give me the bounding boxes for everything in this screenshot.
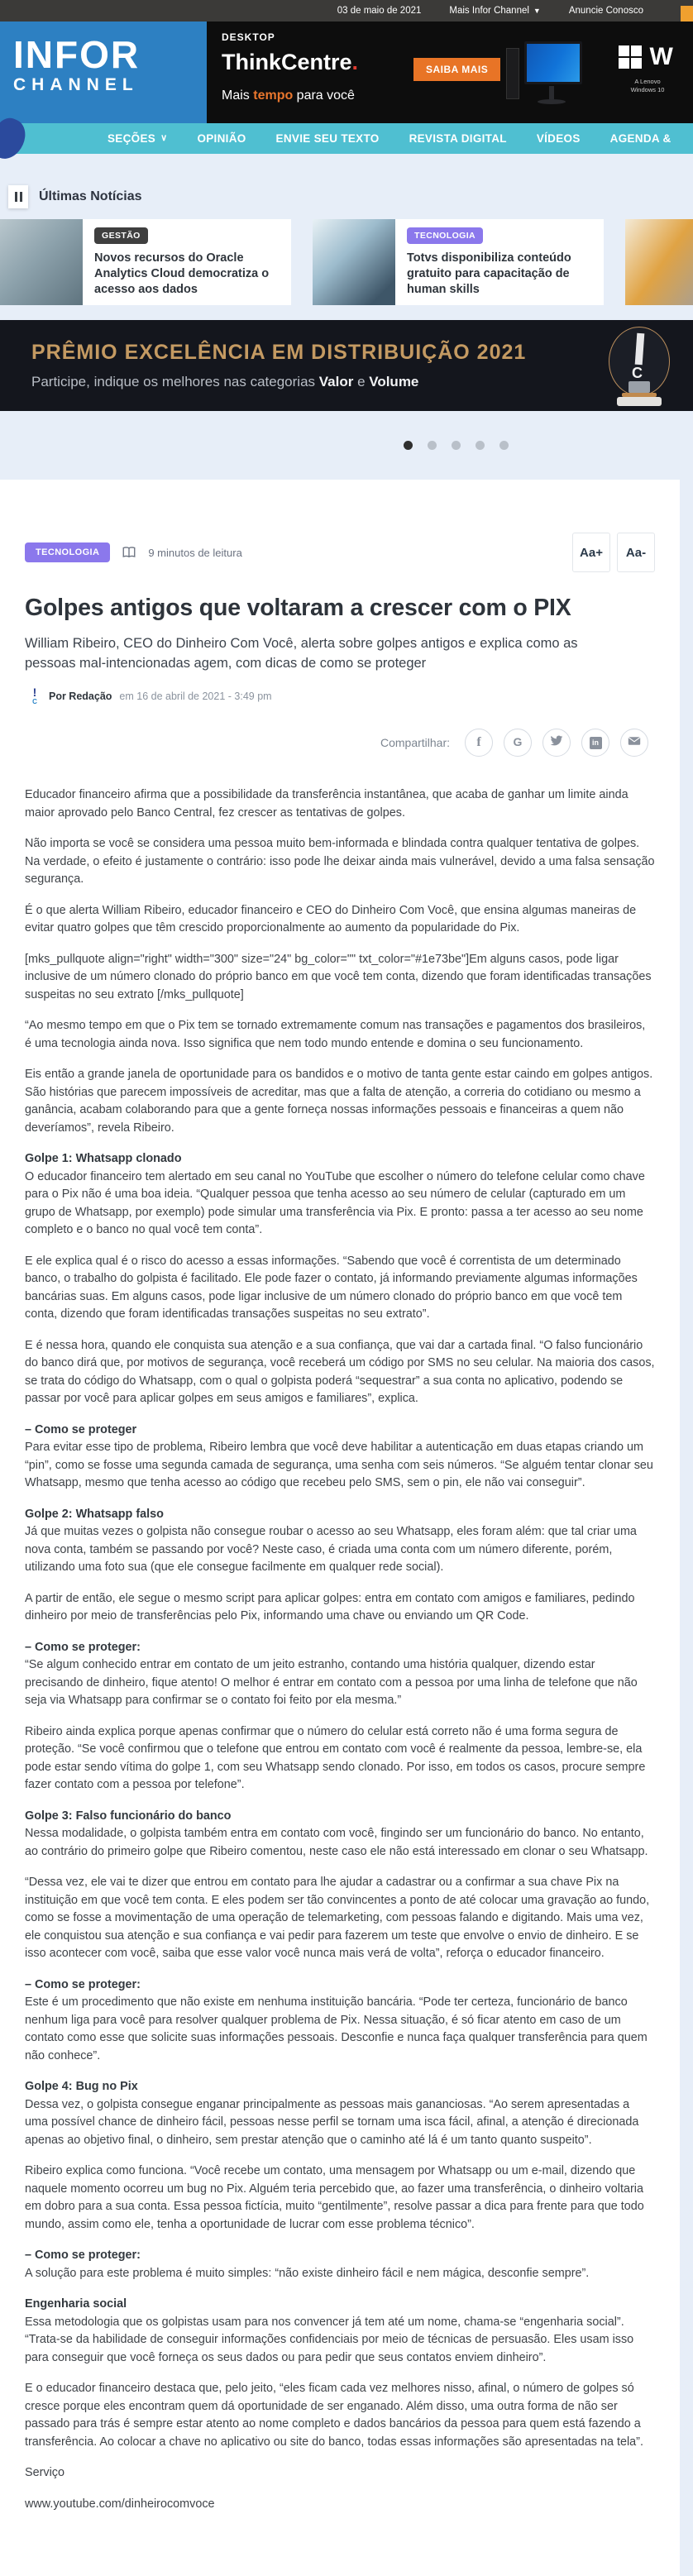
saiba-mais-button[interactable]: SAIBA MAIS bbox=[413, 58, 500, 81]
trophy-image: C bbox=[604, 325, 676, 408]
nav-item-agenda[interactable] bbox=[610, 132, 671, 145]
facebook-share-button[interactable] bbox=[465, 729, 493, 757]
logo-text-line1: INFOR bbox=[13, 33, 141, 76]
paragraph-text: A partir de então, ele segue o mesmo script para aplicar golpes: entra em contato com amigos e familiares, pedindo dinheiro por meio de transferências pelo Pix, informando uma chave ou enviando um QR Code. bbox=[25, 1591, 635, 1623]
paragraph-text: Já que muitas vezes o golpista não consegue roubar o acesso ao seu Whatsapp, eles foram além: que tal criar uma nova conta, também se passando por você? Neste caso, é criada uma conta com um número diferente, porém, utilizando uma foto sua (que ele consegue facilmente em qualquer rede social). bbox=[25, 1525, 637, 1574]
article-paragraph bbox=[25, 951, 655, 1005]
paragraph-heading: Engenharia social bbox=[25, 2297, 127, 2311]
nav-item-revista-digital[interactable] bbox=[409, 132, 507, 145]
article-paragraph-with-heading bbox=[25, 1150, 655, 1240]
article-paragraph bbox=[25, 1590, 655, 1626]
desktop-pc-image bbox=[506, 36, 585, 112]
nav-item-label: AGENDA & bbox=[609, 132, 671, 145]
article-paragraph bbox=[25, 786, 655, 822]
topbar-advertise-link[interactable]: Anuncie Conosco bbox=[568, 6, 643, 16]
nav-item-label: REVISTA DIGITAL bbox=[409, 132, 507, 145]
paragraph-text: Nessa modalidade, o golpista também entra em contato com você, fingindo ser um funcionário do banco. No entanto, ao contrário do primeiro golpe que Ribeiro comentou, neste caso ele não está interessado em clonar o seu Whatsapp. bbox=[25, 1827, 648, 1858]
paragraph-heading: – Como se proteger: bbox=[25, 1977, 141, 1991]
email-icon bbox=[628, 735, 641, 750]
news-card-title[interactable]: Novos recursos do Oracle Analytics Cloud democratiza o acesso aos dados bbox=[94, 251, 270, 296]
paragraph-text: E é nessa hora, quando ele conquista sua atenção e a sua confiança, que vai dar a cartada final. “O falso funcionário do banco dirá que, por motivos de segurança, você receberá um código por SMS no seu celular. Na maioria dos casos, se trata do código do Whatsapp, com o qual o golpista poderá “sequestrar” a sua conta no aplicativo, podendo se passar por você para aplicar golpes em seus amigos e familiares”, explica. bbox=[25, 1338, 655, 1405]
paragraph-text: O educador financeiro tem alertado em seu canal no YouTube que escolher o número do telefone celular como chave para o Pix não é uma boa ideia. “Qualquer pessoa que tenha acesso ao seu número de celular (capturado em um grupo de Whatsapp, por exemplo) pode simular uma transferência via Pix. E pronto: passa a ter acesso ao seu nome completo e o banco no qual você tem conta”. bbox=[25, 1169, 645, 1236]
article-container bbox=[0, 480, 680, 2576]
paragraph-text: Serviço bbox=[25, 2466, 65, 2479]
email-share-button[interactable] bbox=[620, 729, 648, 757]
carousel-dots bbox=[0, 441, 693, 450]
paragraph-text: “Dessa vez, ele vai te dizer que entrou em contato para lhe ajudar a cadastrar ou a confirmar a sua chave Pix na instituição em que você tem conta. E eles podem ser tão convincentes a ponto de até colocar uma gravação ao fundo, como se fosse a movimentação de uma operação de telemarketing, com pessoas falando e digitando. Mais uma vez, ele conquistou sua atenção e sua confiança e vai pedir para fazerem um teste que envolve o envio de dinheiro. E se isso acontecer com você, saiba que esse valor você nunca mais verá de volta”, reforça o educador financeiro. bbox=[25, 1876, 650, 1960]
paragraph-text: [mks_pullquote align="right" width="300" size="24" bg_color="" txt_color="#1e73be"]Em alguns casos, pode ligar inclusive de um número clonado do próprio banco em que você tem conta, dizendo que foram identificadas transações suspeitas no seu extrato [/mks_pullquote] bbox=[25, 952, 652, 1001]
read-time: 9 minutos de leitura bbox=[148, 546, 242, 559]
carousel-dot-2[interactable] bbox=[428, 441, 437, 450]
nav-item-envie-seu-texto[interactable] bbox=[276, 132, 380, 145]
article-paragraph bbox=[25, 2464, 655, 2483]
windows-letter: W bbox=[649, 43, 673, 70]
meeting-thumbnail-image bbox=[313, 219, 395, 305]
site-header bbox=[0, 22, 693, 123]
article-title: Golpes antigos que voltaram a crescer com o PIX bbox=[25, 595, 571, 621]
windows-flag-icon bbox=[619, 45, 642, 69]
paragraph-text: Eis então a grande janela de oportunidade para os bandidos e o motivo de tanta gente estar caindo em golpes antigos. São histórias que parecem impossíveis de acreditar, mas que a falta de atenção, a correria do cotidiano ou mesmo a ganância, acabam colaborando para que a gente forneça nossas informações pessoais e financeiras a quem não deveríamos”, revela Ribeiro. bbox=[25, 1068, 653, 1135]
author-name[interactable]: Por Redação bbox=[49, 690, 112, 702]
news-cards-row bbox=[0, 219, 693, 305]
article-subtitle: William Ribeiro, CEO do Dinheiro Com Você, alerta sobre golpes antigos e explica como as pessoas mal-intencionadas agem, com dicas de como se proteger bbox=[25, 636, 578, 671]
news-card-body bbox=[395, 219, 604, 305]
article-paragraph bbox=[25, 1337, 655, 1408]
topbar-date: 03 de maio de 2021 bbox=[337, 6, 422, 16]
article-paragraph-with-heading bbox=[25, 1808, 655, 1862]
ad-kicker: DESKTOP bbox=[222, 31, 275, 43]
article-body bbox=[25, 786, 655, 2513]
font-increase-button[interactable]: Aa+ bbox=[572, 533, 610, 572]
article-paragraph-with-heading bbox=[25, 1976, 655, 2066]
pause-button[interactable] bbox=[8, 185, 28, 208]
paragraph-text: E o educador financeiro destaca que, pelo jeito, “eles ficam cada vez melhores nisso, afinal, o número de golpes só cresce porque eles encontram quem dá oportunidade de ser enganado. Além disso, uma outra forma de não ser passado para trás é sempre estar atento ao nome completo e dados bancários da pessoa para quem está fazendo a transferência. Ao colocar a chave no aplicativo ou site do banco, todas essas informações são apresentadas na tela”. bbox=[25, 2382, 643, 2449]
nav-item-se-es[interactable] bbox=[108, 132, 167, 145]
ad-tagline: Mais tempo para você bbox=[222, 88, 355, 103]
news-card-title[interactable]: Totvs disponibiliza conteúdo gratuito para capacitação de human skills bbox=[407, 251, 571, 296]
carousel-dot-1[interactable] bbox=[404, 441, 413, 450]
news-card-body bbox=[83, 219, 291, 305]
google-icon: G bbox=[513, 735, 523, 748]
share-label: Compartilhar: bbox=[380, 736, 450, 749]
nav-item-opini-o[interactable] bbox=[197, 132, 246, 145]
paragraph-heading: – Como se proteger bbox=[25, 1422, 137, 1436]
linkedin-icon: in bbox=[590, 737, 602, 749]
topbar bbox=[0, 0, 693, 22]
robot-thumbnail-image bbox=[0, 219, 83, 305]
twitter-share-button[interactable] bbox=[542, 729, 571, 757]
paragraph-text: www.youtube.com/dinheirocomvoce bbox=[25, 2497, 215, 2511]
nav-item-v-deos[interactable] bbox=[537, 132, 581, 145]
main-nav bbox=[0, 123, 693, 154]
publish-date: em 16 de abril de 2021 - 3:49 pm bbox=[119, 690, 272, 702]
article-paragraph bbox=[25, 1253, 655, 1324]
font-decrease-button[interactable]: Aa- bbox=[617, 533, 655, 572]
article-paragraph bbox=[25, 1723, 655, 1795]
chevron-down-icon: ∨ bbox=[160, 133, 168, 143]
brand-dot: . bbox=[351, 50, 359, 74]
category-badge[interactable]: TECNOLOGIA bbox=[25, 542, 110, 562]
chevron-down-icon: ▼ bbox=[533, 6, 541, 15]
topbar-accent-button[interactable] bbox=[681, 6, 693, 22]
article-paragraph-with-heading bbox=[25, 2078, 655, 2149]
paragraph-heading: – Como se proteger: bbox=[25, 2249, 141, 2262]
promo-subtitle: Participe, indique os melhores nas categorias Valor e Volume bbox=[31, 374, 419, 390]
paragraph-text: Educador financeiro afirma que a possibilidade da transferência instantânea, que acaba de ganhar um limite ainda maior aprovado pelo Banco Central, fez crescer as tentativas de golpes. bbox=[25, 788, 628, 820]
article-paragraph-with-heading bbox=[25, 2247, 655, 2282]
share-row bbox=[25, 729, 655, 757]
nav-item-label: SEÇÕES bbox=[108, 132, 156, 145]
twitter-icon bbox=[550, 735, 563, 751]
nav-item-label: ENVIE SEU TEXTO bbox=[275, 132, 380, 145]
windows-logo-area bbox=[619, 43, 693, 94]
paragraph-heading: Golpe 3: Falso funcionário do banco bbox=[25, 1809, 232, 1823]
book-icon bbox=[122, 546, 136, 559]
article-paragraph bbox=[25, 902, 655, 938]
article-paragraph bbox=[25, 2163, 655, 2234]
tools-thumbnail-image bbox=[625, 219, 693, 305]
windows-note: A Lenovo Windows 10 bbox=[630, 78, 665, 93]
paragraph-text: E ele explica qual é o risco do acesso a essas informações. “Sabendo que você é correntista de um determinado banco, o trabalho do golpista é facilitado. Ele pode fazer o contato, já informando previamente algumas informações bancárias suas. Em alguns casos, pode ligar inclusive de um número clonado do próprio banco em que você tem conta, dizendo que foram identificadas transações suspeitas no seu extrato”. bbox=[25, 1254, 638, 1321]
promo-banner[interactable] bbox=[0, 320, 693, 411]
news-card[interactable] bbox=[0, 219, 291, 305]
ad-brand: ThinkCentre. bbox=[222, 50, 359, 74]
nav-item-label: VÍDEOS bbox=[536, 132, 581, 145]
paragraph-heading: Golpe 4: Bug no Pix bbox=[25, 2080, 138, 2093]
article-paragraph bbox=[25, 1066, 655, 1137]
logo-text-line2: CHANNEL bbox=[13, 75, 139, 94]
paragraph-text: Essa metodologia que os golpistas usam para nos convencer já tem até um nome, chama-se “engenharia social”. “Trata-se da habilidade de conseguir informações confidenciais por meio de técnicas de persuasão. Eles usam isso para conseguir que você forneça os seus dados ou para pedir que seus contatos enviem dinheiro”. bbox=[25, 2315, 634, 2364]
topbar-more-menu[interactable]: Mais Infor Channel ▼ bbox=[449, 6, 541, 16]
article-paragraph-with-heading bbox=[25, 1422, 655, 1493]
article-paragraph bbox=[25, 2496, 655, 2514]
site-logo[interactable] bbox=[0, 22, 207, 123]
paragraph-text: “Se algum conhecido entrar em contato de um jeito estranho, contando uma história qualquer, dizendo estar precisando de dinheiro, fique atento! O melhor é entrar em contato com a pessoa por uma linha de telefone que não seja via Whatsapp para confirmar se o contato foi feito por ela mesma.” bbox=[25, 1658, 638, 1707]
paragraph-text: É o que alerta William Ribeiro, educador financeiro e CEO do Dinheiro Com Você, que ensina algumas maneiras de evitar quatro golpes que têm crescido proporcionalmente ao aumento da popularidade do Pix. bbox=[25, 903, 637, 934]
paragraph-heading: Golpe 1: Whatsapp clonado bbox=[25, 1152, 182, 1165]
article-paragraph-with-heading bbox=[25, 1506, 655, 1577]
linkedin-share-button[interactable] bbox=[581, 729, 609, 757]
google-share-button[interactable] bbox=[504, 729, 532, 757]
byline bbox=[25, 686, 655, 705]
paragraph-heading: – Como se proteger: bbox=[25, 1640, 141, 1654]
paragraph-text: Dessa vez, o golpista consegue enganar principalmente as pessoas mais gananciosas. “Ao serem apresentadas a uma possível chance de dinheiro fácil, pessoas nesse perfil se tornam uma isca fácil, afinal, a atenção é direcionada apenas ao objetivo final, o dinheiro, sem prestar atenção que o caminho até lá é um tanto quanto suspeito”. bbox=[25, 2097, 639, 2147]
facebook-icon: f bbox=[476, 735, 481, 749]
carousel-dot-3[interactable] bbox=[452, 441, 461, 450]
paragraph-text: “Ao mesmo tempo em que o Pix tem se tornado extremamente comum nas transações e pagamentos dos brasileiros, é uma tecnologia ainda nova. Isso significa que nem todo mundo entende e domina o seu funcionamento. bbox=[25, 1019, 646, 1050]
news-card[interactable] bbox=[313, 219, 604, 305]
paragraph-text: Ribeiro ainda explica porque apenas confirmar que o número do celular está correto não é uma forma segura de proteção. “Se você confirmou que o telefone que entrou em contato com você é realmente da pessoa, lembre-se, ela pode estar sendo vítima do golpe 1, com seu Whatsapp sendo clonado. Por isso, em todos os casos, procure sempre fazer contato com a pessoa por telefone”. bbox=[25, 1724, 646, 1791]
article-paragraph bbox=[25, 1017, 655, 1053]
article-paragraph-with-heading bbox=[25, 1639, 655, 1710]
paragraph-text: A solução para este problema é muito simples: “não existe dinheiro fácil e nem mágica, desconfie sempre”. bbox=[25, 2266, 590, 2280]
paragraph-text: Este é um procedimento que não existe em nenhuma instituição bancária. “Pode ter certeza, funcionário de banco nenhum liga para você para resolver qualquer problema de Pix. Nessa situação, é só ficar atento em caso de um contato como esse que solicite suas informações pessoais. Desconfie e nunca faça qualquer transferência para quem não conhece”. bbox=[25, 1995, 648, 2062]
paragraph-text: Não importa se você se considera uma pessoa muito bem-informada e blindada contra qualquer tentativa de golpes. Na verdade, o efeito é justamente o contrário: isso pode lhe deixar ainda mais vulnerável, devido a uma falsa sensação segurança. bbox=[25, 837, 655, 886]
latest-news-section bbox=[0, 154, 693, 305]
paragraph-text: Ribeiro explica como funciona. “Você recebe um contato, uma mensagem por Whatsapp ou um e-mail, dizendo que naquele momento ocorreu um bug no Pix. Alguém teria percebido que, ao fazer uma transferência, o dinheiro voltaria em dobro para a sua conta. Essa pessoa fictícia, muito “gentilmente”, resolve passar a dica para frente para que todo mundo, assim como ele, tenha a oportunidade de lucrar com esse problema técnico”. bbox=[25, 2164, 644, 2231]
article-paragraph-with-heading bbox=[25, 2296, 655, 2367]
nav-item-label: OPINIÃO bbox=[197, 132, 246, 145]
news-category-badge[interactable]: GESTÃO bbox=[94, 227, 148, 244]
carousel-dot-5[interactable] bbox=[499, 441, 509, 450]
news-card[interactable] bbox=[625, 219, 693, 305]
article-paragraph bbox=[25, 1874, 655, 1963]
carousel-dot-4[interactable] bbox=[476, 441, 485, 450]
paragraph-text: Para evitar esse tipo de problema, Ribeiro lembra que você deve habilitar a autenticação em duas etapas criando um “pin”, como se fosse uma segunda camada de segurança, uma senha com seis números. “Se alguém tentar clonar seu Whatsapp, mesmo que tenha acesso ao código que recebeu pelo SMS, sem o pin, ele não vai conseguir”. bbox=[25, 1441, 653, 1489]
paragraph-heading: Golpe 2: Whatsapp falso bbox=[25, 1507, 164, 1521]
lenovo-ad-banner[interactable] bbox=[207, 22, 693, 123]
news-category-badge[interactable]: TECNOLOGIA bbox=[407, 227, 483, 244]
promo-title: PRÊMIO EXCELÊNCIA EM DISTRIBUIÇÃO 2021 bbox=[31, 341, 527, 364]
latest-news-label: Últimas Notícias bbox=[39, 189, 142, 203]
article-paragraph bbox=[25, 835, 655, 889]
site-mark-icon: ! C bbox=[32, 686, 37, 705]
